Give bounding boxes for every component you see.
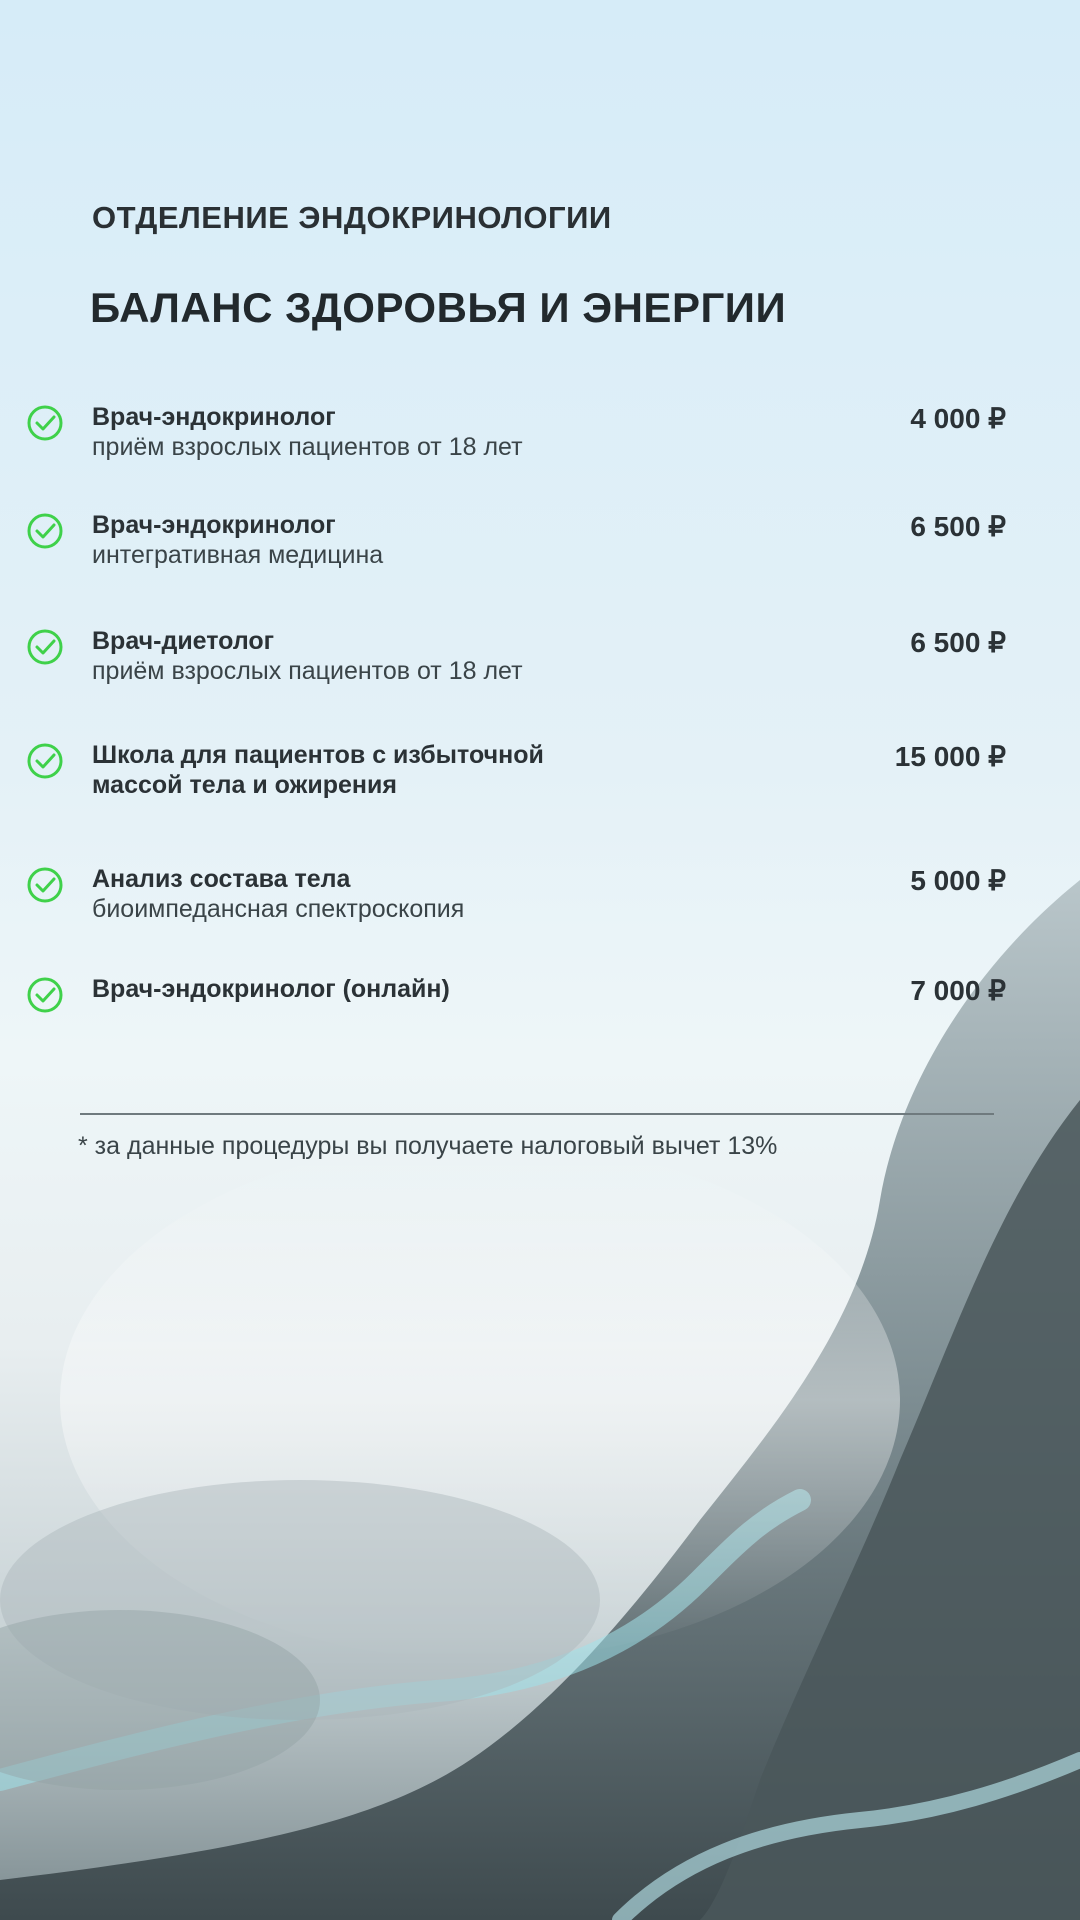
service-price: 15 000 ₽ xyxy=(894,741,1006,772)
service-name: Врач-диетолог xyxy=(92,627,275,655)
service-price: 5 000 ₽ xyxy=(910,865,1006,896)
check-circle-icon xyxy=(26,976,64,1014)
service-detail: биоимпедансная спектроскопия xyxy=(92,895,465,923)
check-circle-icon xyxy=(26,628,64,666)
service-name: Врач-эндокринолог xyxy=(92,403,336,431)
tax-footnote: * за данные процедуры вы получаете налоговый вычет 13% xyxy=(78,1132,778,1160)
page-title: БАЛАНС ЗДОРОВЬЯ И ЭНЕРГИИ xyxy=(90,284,787,331)
check-circle-icon xyxy=(26,742,64,780)
service-name: Анализ состава тела xyxy=(92,865,351,893)
service-detail: приём взрослых пациентов от 18 лет xyxy=(92,433,523,461)
divider xyxy=(80,1113,994,1115)
service-name: Врач-эндокринолог xyxy=(92,511,336,539)
service-name: Врач-эндокринолог (онлайн) xyxy=(92,975,450,1003)
service-price: 7 000 ₽ xyxy=(910,975,1006,1006)
service-detail: интегративная медицина xyxy=(92,541,384,569)
check-circle-icon xyxy=(26,866,64,904)
service-price: 6 500 ₽ xyxy=(910,627,1006,658)
check-circle-icon xyxy=(26,404,64,442)
service-detail: приём взрослых пациентов от 18 лет xyxy=(92,657,523,685)
service-name: Школа для пациентов с избыточной массой тела и ожирения xyxy=(92,741,544,799)
service-price: 6 500 ₽ xyxy=(910,511,1006,542)
department-title: ОТДЕЛЕНИЕ ЭНДОКРИНОЛОГИИ xyxy=(92,200,612,235)
check-circle-icon xyxy=(26,512,64,550)
service-price: 4 000 ₽ xyxy=(910,403,1006,434)
